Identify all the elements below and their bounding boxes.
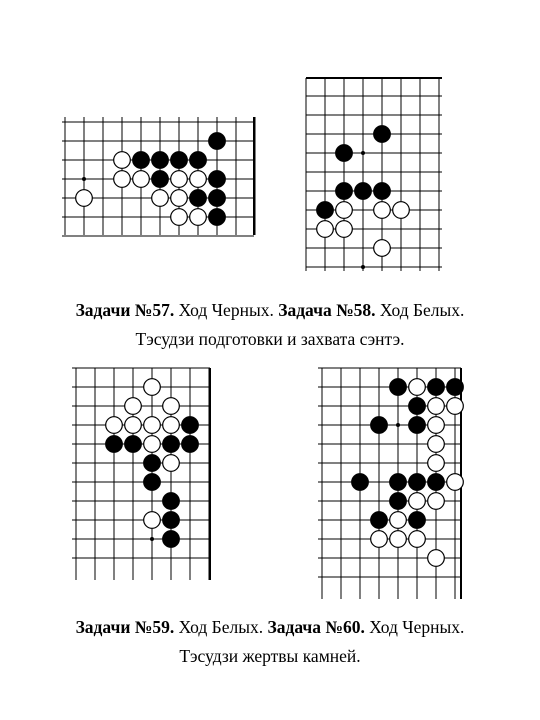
white-stone [190, 171, 207, 188]
white-stone [447, 474, 464, 491]
black-stone [190, 152, 207, 169]
black-stone [144, 455, 161, 472]
problem-60-move: Ход Черных. [364, 617, 465, 637]
problem-59-move: Ход Белых. [174, 617, 268, 637]
white-stone [409, 379, 426, 396]
white-stone [428, 493, 445, 510]
white-stone [371, 531, 388, 548]
white-stone [428, 436, 445, 453]
white-stone [428, 417, 445, 434]
black-stone [163, 531, 180, 548]
white-stone [144, 512, 161, 529]
white-stone [317, 221, 334, 238]
black-stone [336, 145, 353, 162]
black-stone [163, 436, 180, 453]
black-stone [355, 183, 372, 200]
caption-57-58 [0, 297, 540, 323]
white-stone [390, 531, 407, 548]
black-stone [171, 152, 188, 169]
white-stone [163, 398, 180, 415]
problem-57-title: Задачи №57. [75, 300, 175, 320]
black-stone [163, 512, 180, 529]
black-stone [152, 152, 169, 169]
black-stone [428, 474, 445, 491]
black-stone [409, 512, 426, 529]
black-stone [133, 152, 150, 169]
white-stone [409, 493, 426, 510]
black-stone [390, 474, 407, 491]
black-stone [209, 190, 226, 207]
black-stone [209, 133, 226, 150]
black-stone [209, 171, 226, 188]
black-stone [317, 202, 334, 219]
caption-59-60 [0, 614, 540, 640]
black-stone [125, 436, 142, 453]
white-stone [171, 190, 188, 207]
white-stone [76, 190, 93, 207]
black-stone [390, 379, 407, 396]
subtitle-57-58: Тэсудзи подготовки и захвата сэнтэ. [135, 329, 405, 349]
black-stone [409, 398, 426, 415]
black-stone [390, 493, 407, 510]
black-stone [409, 417, 426, 434]
white-stone [144, 417, 161, 434]
star-point [150, 537, 154, 541]
black-stone [352, 474, 369, 491]
black-stone [152, 171, 169, 188]
white-stone [428, 455, 445, 472]
white-stone [114, 171, 131, 188]
white-stone [125, 398, 142, 415]
problem-58-move: Ход Белых. [375, 300, 465, 320]
white-stone [336, 221, 353, 238]
subtitle-59-60: Тэсудзи жертвы камней. [179, 646, 361, 666]
black-stone [428, 379, 445, 396]
board-58 [306, 78, 442, 271]
problem-59-title: Задачи №59. [75, 617, 175, 637]
white-stone [133, 171, 150, 188]
black-stone [374, 126, 391, 143]
black-stone [190, 190, 207, 207]
problem-60-title: Задача №60. [267, 617, 365, 637]
black-stone [106, 436, 123, 453]
white-stone [171, 171, 188, 188]
black-stone [182, 436, 199, 453]
black-stone [447, 379, 464, 396]
white-stone [428, 550, 445, 567]
black-stone [182, 417, 199, 434]
black-stone [371, 512, 388, 529]
white-stone [190, 209, 207, 226]
white-stone [114, 152, 131, 169]
white-stone [390, 512, 407, 529]
white-stone [144, 436, 161, 453]
star-point [82, 177, 86, 181]
white-stone [152, 190, 169, 207]
board-57 [62, 117, 255, 236]
problem-57-move: Ход Черных. [174, 300, 279, 320]
white-stone [374, 202, 391, 219]
black-stone [209, 209, 226, 226]
star-point [396, 423, 400, 427]
white-stone [125, 417, 142, 434]
white-stone [393, 202, 410, 219]
black-stone [371, 417, 388, 434]
white-stone [144, 379, 161, 396]
white-stone [106, 417, 123, 434]
star-point [361, 265, 365, 269]
white-stone [428, 398, 445, 415]
board-60 [318, 368, 463, 599]
black-stone [163, 493, 180, 510]
white-stone [171, 209, 188, 226]
white-stone [374, 240, 391, 257]
black-stone [336, 183, 353, 200]
white-stone [447, 398, 464, 415]
white-stone [163, 455, 180, 472]
black-stone [409, 474, 426, 491]
black-stone [374, 183, 391, 200]
star-point [361, 151, 365, 155]
white-stone [163, 417, 180, 434]
problem-58-title: Задача №58. [278, 300, 376, 320]
board-59 [72, 368, 210, 580]
white-stone [336, 202, 353, 219]
black-stone [144, 474, 161, 491]
white-stone [409, 531, 426, 548]
